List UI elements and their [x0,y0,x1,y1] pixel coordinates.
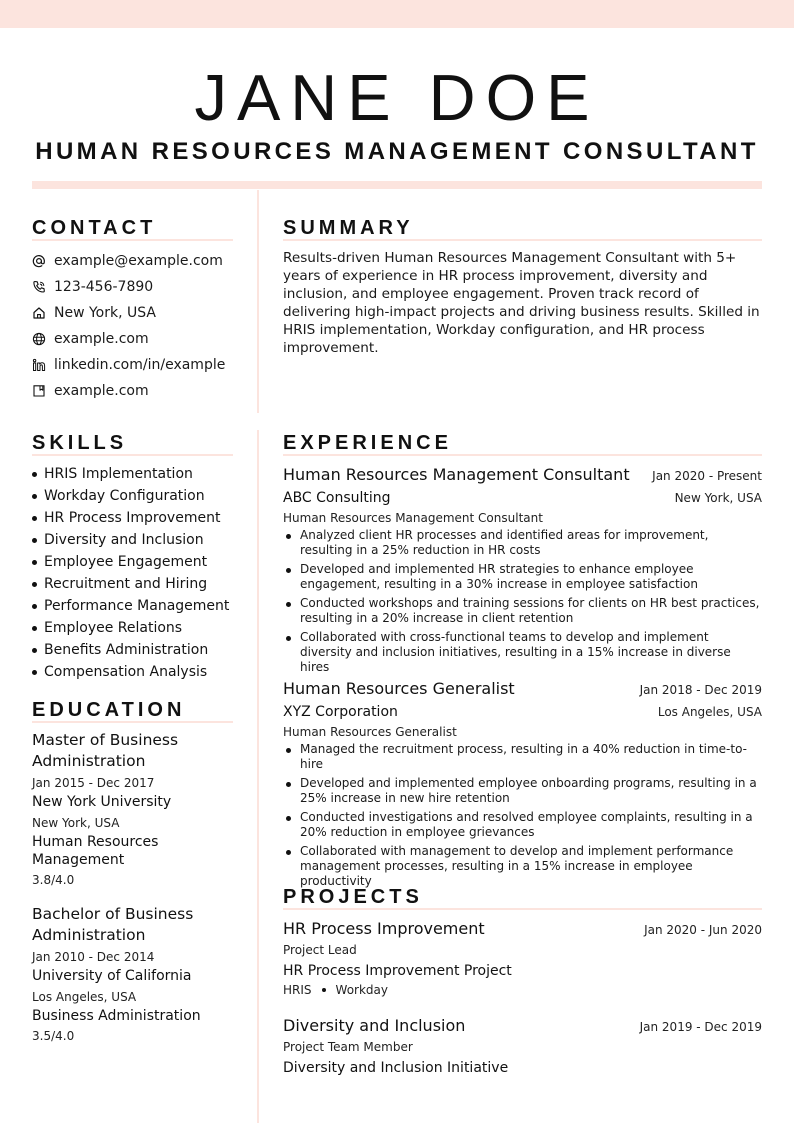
project-name: HR Process Improvement Project [283,963,512,979]
job-bullet-text: Analyzed client HR processes and identified areas for improvement, resulting in a 25% reduction in HR costs [300,528,709,557]
skill-label: HRIS Implementation [44,466,193,482]
portfolio-icon [32,384,46,398]
job-bullet [283,562,762,592]
job-bullets [283,742,762,889]
job-bullet-text: Developed and implemented employee onboarding programs, resulting in a 25% increase in new hire retention [300,776,757,805]
top-accent-band [0,0,794,28]
skill-label: HR Process Improvement [44,510,221,526]
bullet-dot [286,602,291,607]
job-role: Human Resources Generalist [283,725,457,739]
education-list [32,730,247,1060]
education-gpa: 3.5/4.0 [32,1029,75,1043]
bullet-dot [286,850,291,855]
skill-label: Diversity and Inclusion [44,532,204,548]
linkedin-icon [32,358,46,372]
experience-entry [283,678,762,893]
skill-item [32,507,247,529]
education-degree: Master of Business Administration [32,731,179,770]
skills-heading: SKILLS [32,432,128,454]
bullet-dot [286,816,291,821]
education-gpa: 3.8/4.0 [32,873,75,887]
skill-label: Compensation Analysis [44,664,208,680]
contact-phone-text: 123-456-7890 [54,279,154,295]
project-tags [283,983,762,997]
job-bullet [283,810,762,840]
contact-website-text: example.com [54,331,149,347]
experience-heading: EXPERIENCE [283,432,452,454]
bullet-dot [32,626,37,631]
job-bullet-text: Collaborated with management to develop and implement performance management processes, resulting in a 15% increase in employee productivity [300,844,734,888]
job-title: Human Resources Generalist [283,679,515,698]
skill-label: Employee Engagement [44,554,208,570]
bullet-dot [32,516,37,521]
education-location: Los Angeles, USA [32,990,137,1004]
bullet-dot [32,560,37,565]
bullet-dot [32,670,37,675]
contact-portfolio[interactable] [32,378,242,404]
column-divider-top [257,190,259,413]
job-bullets [283,528,762,675]
bullet-dot [32,538,37,543]
education-entry [32,730,247,888]
job-company: XYZ Corporation [283,704,398,720]
education-field: Business Administration [32,1008,201,1024]
skill-item [32,463,247,485]
bullet-dot [286,748,291,753]
education-heading-rule [32,721,233,723]
home-icon [32,306,46,320]
contact-email-text: example@example.com [54,253,223,269]
candidate-name: JANE DOE [194,61,600,134]
job-title: Human Resources Management Consultant [283,465,630,484]
skill-label: Performance Management [44,598,230,614]
bullet-dot [32,604,37,609]
job-bullet [283,776,762,806]
skill-label: Recruitment and Hiring [44,576,208,592]
project-title: HR Process Improvement [283,919,485,938]
phone-icon [32,280,46,294]
job-bullet-text: Conducted workshops and training sessions for clients on HR best practices, resulting in a 20% increase in client retention [300,596,760,625]
bullet-dot [32,648,37,653]
contact-linkedin[interactable] [32,352,242,378]
tag-separator-dot [322,988,326,992]
contact-location-text: New York, USA [54,305,156,321]
bullet-dot [32,582,37,587]
projects-heading-rule [283,908,762,910]
experience-entry [283,464,762,679]
experience-heading-rule [283,454,762,456]
projects-heading: PROJECTS [283,886,423,908]
job-bullet [283,596,762,626]
contact-list [32,248,242,404]
project-tag: Workday [335,983,388,997]
job-bullet [283,742,762,772]
contact-heading-rule [32,239,233,241]
job-dates: Jan 2018 - Dec 2019 [639,683,762,697]
job-bullet [283,528,762,558]
bullet-dot [286,534,291,539]
skills-list [32,463,247,683]
education-school: University of California [32,968,192,984]
contact-linkedin-text: linkedin.com/in/example [54,357,226,373]
skills-heading-rule [32,454,233,456]
job-bullet-text: Conducted investigations and resolved employee complaints, resulting in a 20% reduction in employee grievances [300,810,753,839]
skill-item [32,639,247,661]
globe-icon [32,332,46,346]
contact-website[interactable] [32,326,242,352]
education-dates: Jan 2010 - Dec 2014 [32,950,155,964]
job-company: ABC Consulting [283,490,391,506]
project-dates: Jan 2019 - Dec 2019 [639,1020,762,1034]
bullet-dot [286,568,291,573]
education-degree: Bachelor of Business Administration [32,905,194,944]
skill-item [32,551,247,573]
job-location: Los Angeles, USA [657,705,762,719]
project-dates: Jan 2020 - Jun 2020 [644,923,762,937]
header-divider [32,181,762,189]
project-role: Project Team Member [283,1040,413,1054]
candidate-title: HUMAN RESOURCES MANAGEMENT CONSULTANT [35,138,759,165]
at-icon [32,254,46,268]
job-bullet-text: Developed and implemented HR strategies to enhance employee engagement, resulting in a 30% increase in employee satisfaction [300,562,698,591]
project-entry [283,1015,762,1078]
summary-text: Results-driven Human Resources Management Consultant with 5+ years of experience in HR process improvement, diversity and inclusion, and employee engagement. Proven track record of delivering high-impact projects and driving business results. Skilled in HRIS implementation, Workday configuration, and HR process improvement. [283,250,760,356]
job-bullet [283,844,762,889]
job-bullet-text: Managed the recruitment process, resulting in a 40% reduction in time-to-hire [300,742,747,771]
job-bullet [283,630,762,675]
project-name: Diversity and Inclusion Initiative [283,1060,509,1076]
bullet-dot [32,472,37,477]
summary-heading: SUMMARY [283,217,414,239]
job-dates: Jan 2020 - Present [652,469,762,483]
contact-email[interactable] [32,248,242,274]
summary-heading-rule [283,239,762,241]
project-title: Diversity and Inclusion [283,1016,466,1035]
contact-heading: CONTACT [32,217,157,239]
skill-label: Workday Configuration [44,488,205,504]
bullet-dot [286,636,291,641]
education-field: Human Resources Management [32,834,159,868]
bullet-dot [32,494,37,499]
contact-portfolio-text: example.com [54,383,149,399]
job-location: New York, USA [674,491,762,505]
skill-item [32,595,247,617]
project-entry [283,918,762,997]
education-entry [32,904,247,1044]
skill-label: Benefits Administration [44,642,209,658]
skill-item [32,617,247,639]
education-school: New York University [32,794,172,810]
bullet-dot [286,782,291,787]
skill-item [32,573,247,595]
education-dates: Jan 2015 - Dec 2017 [32,776,155,790]
skill-item [32,485,247,507]
contact-location [32,300,242,326]
column-divider-bottom [257,430,259,1123]
skill-item [32,529,247,551]
skill-label: Employee Relations [44,620,183,636]
skill-item [32,661,247,683]
job-role: Human Resources Management Consultant [283,511,543,525]
job-bullet-text: Collaborated with cross-functional teams to develop and implement diversity and inclusion initiatives, resulting in a 15% increase in diverse hires [300,630,731,674]
project-role: Project Lead [283,943,357,957]
contact-phone[interactable] [32,274,242,300]
education-location: New York, USA [32,816,120,830]
education-heading: EDUCATION [32,699,186,721]
project-tag: HRIS [283,983,312,997]
